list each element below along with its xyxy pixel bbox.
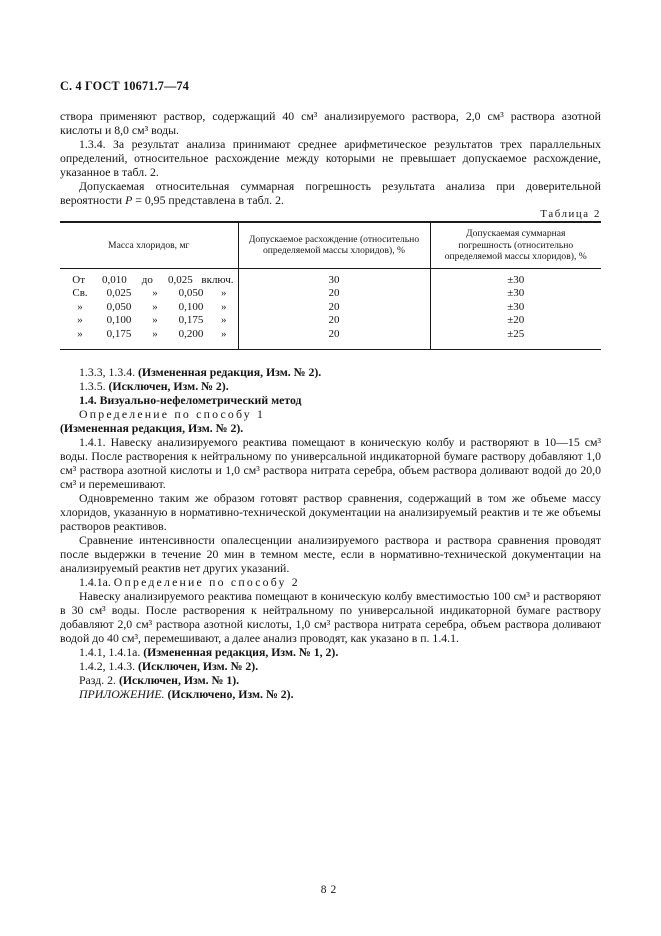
column-header-discrepancy: Допускаемое расхождение (относительно определяемой массы хлоридов), % (238, 222, 430, 268)
mass-range-cell (60, 314, 238, 328)
clause-ref: 1.4.2, 1.4.3. (79, 659, 138, 674)
range-low: 0,100 (106, 314, 132, 327)
range-mid: » (152, 287, 158, 300)
exclusion-note-1-3-5 (60, 379, 601, 393)
discrepancy-cell: 20 (238, 314, 430, 328)
section-heading-1-4: 1.4. Визуально-нефелометрический метод (79, 393, 302, 408)
paragraph-1-3-4: 1.3.4. За результат анализа принимают среднее арифметическое результатов трех параллельных определений, относительное расхождение между которыми не превышает допускаемое расхождение, указанное в табл. 2. (60, 137, 601, 179)
table-row (60, 268, 601, 287)
column-header-total-error: Допускаемая суммарная погрешность (относительно определяемой массы хлоридов), % (430, 222, 601, 268)
clause-ref: 1.4.1а. (79, 575, 114, 590)
range-high: 0,100 (178, 300, 204, 313)
page-number: 82 (320, 884, 341, 896)
total-error-cell: ±30 (507, 273, 525, 286)
range-low: 0,010 (102, 273, 127, 286)
method-2-title: Определение по способу 2 (113, 575, 300, 590)
mass-range-cell (60, 301, 238, 315)
method-2-subheading (60, 575, 601, 589)
discrepancy-cell: 30 (238, 268, 430, 287)
table-row (60, 287, 601, 301)
paragraph-1-4-1a: Навеску анализируемого реактива помещают в коническую колбу вместимостью 100 см³ и растворяют в 30 см³ воды. После растворения к нейтральному по универсальной индикаторной бумаге раствору добавляют 2,0 см³ раствора азотной кислоты, 1,0 см³ раствора нитрата серебра, объем раствора доливают водой до 40 см³, перемешивают, а далее анализ проводят, как указано в п. 1.4.1. (60, 589, 601, 646)
mass-range-cell (60, 287, 238, 301)
range-suffix: » (221, 314, 227, 327)
range-low: 0,175 (106, 327, 132, 340)
document-body (60, 109, 601, 701)
range-mid: до (141, 273, 153, 286)
paragraph-comparison-solution: Одновременно таким же образом готовят раствор сравнения, содержащий в том же объеме массу хлоридов, указанную в нормативно-технической документации на анализируемый реактив и те же объемы растворов реактивов. (60, 491, 601, 534)
paragraph-opalescence: Сравнение интенсивности опалесценции анализируемого раствора и раствора сравнения проводят после выдержки в течение 20 мин в темном месте, если в нормативно-технической документации на анализируемый реактив нет других указаний. (60, 533, 601, 576)
chlorides-table (60, 221, 601, 350)
discrepancy-cell: 20 (238, 287, 430, 301)
appendix-ref-italic: ПРИЛОЖЕНИЕ. (79, 687, 168, 702)
amendment-bold: (Измененная редакция, Изм. № 2). (137, 365, 322, 380)
exclusion-note-1-4-2 (60, 659, 601, 673)
range-mid: » (152, 314, 158, 327)
exclusion-note-appendix (60, 687, 601, 701)
range-prefix: От (72, 273, 86, 286)
range-low: 0,050 (106, 300, 132, 313)
range-suffix: » (221, 287, 227, 300)
table-caption: Таблица 2 (540, 208, 601, 220)
variable-p-italic: Р (125, 193, 133, 207)
method-1-subheading: Определение по способу 1 (79, 407, 266, 422)
total-error-cell: ±30 (507, 287, 525, 300)
paragraph-1-4-1: 1.4.1. Навеску анализируемого реактива помещают в коническую колбу и растворяют в 10—15 см³ воды. После растворения к нейтральному по универсальной индикаторной бумаге раствору добавляют 1,0 см³ раствора азотной кислоты и 1,0 см³ раствора нитрата серебра, объем раствора доливают водой до 20,0 см³ и перемешивают. (60, 435, 601, 492)
range-high: 0,175 (178, 314, 204, 327)
table-row (60, 328, 601, 350)
range-suffix: включ. (201, 273, 234, 286)
mass-range-cell (60, 328, 238, 350)
text-segment: Допускаемая относительная суммарная погрешность результата анализа при доверительной вероятности (60, 179, 601, 207)
total-error-cell: ±20 (507, 314, 525, 327)
range-prefix: Св. (72, 287, 88, 300)
exclusion-bold: (Исключен, Изм. № 2). (137, 659, 259, 674)
clause-ref: 1.3.3, 1.3.4. (79, 365, 138, 380)
range-high: 0,025 (167, 273, 193, 286)
table-row (60, 314, 601, 328)
clause-ref: 1.4.1, 1.4.1а. (79, 645, 144, 660)
total-error-cell: ±25 (507, 327, 525, 340)
exclusion-bold: (Исключен, Изм. № 1). (118, 673, 240, 688)
amendment-note-1-4: (Измененная редакция, Изм. № 2). (60, 421, 244, 436)
range-prefix: » (77, 300, 83, 313)
range-prefix: » (77, 314, 83, 327)
table-header-row (60, 222, 601, 268)
mass-range-cell (60, 268, 238, 287)
running-header: С. 4 ГОСТ 10671.7—74 (60, 79, 190, 93)
amendment-bold: (Измененная редакция, Изм. № 1, 2). (143, 645, 339, 660)
table-body (60, 268, 601, 350)
amendment-note-1-4-1 (60, 645, 601, 659)
range-mid: » (152, 300, 158, 313)
table-header (60, 222, 601, 268)
range-mid: » (152, 327, 158, 340)
range-suffix: » (221, 300, 227, 313)
column-header-mass: Масса хлоридов, мг (60, 222, 238, 268)
table-row (60, 301, 601, 315)
discrepancy-cell: 20 (238, 301, 430, 315)
total-error-cell: ±30 (507, 300, 525, 313)
paragraph-total-error (60, 179, 601, 207)
range-low: 0,025 (106, 287, 132, 300)
exclusion-bold: (Исключено, Изм. № 2). (167, 687, 294, 702)
range-high: 0,050 (178, 287, 204, 300)
exclusion-note-section-2 (60, 673, 601, 687)
range-suffix: » (221, 327, 227, 340)
clause-ref: Разд. 2. (79, 673, 119, 688)
amendment-note-1-3-3 (60, 365, 601, 379)
range-prefix: » (77, 327, 83, 340)
paragraph-continued: створа применяют раствор, содержащий 40 см³ анализируемого раствора, 2,0 см³ раствора азотной кислоты и 8,0 см³ воды. (60, 109, 601, 137)
discrepancy-cell: 20 (238, 328, 430, 350)
clause-ref: 1.3.5. (79, 379, 109, 394)
text-segment: = 0,95 представлена в табл. 2. (132, 193, 284, 207)
range-high: 0,200 (178, 327, 204, 340)
exclusion-bold: (Исключен, Изм. № 2). (108, 379, 229, 394)
